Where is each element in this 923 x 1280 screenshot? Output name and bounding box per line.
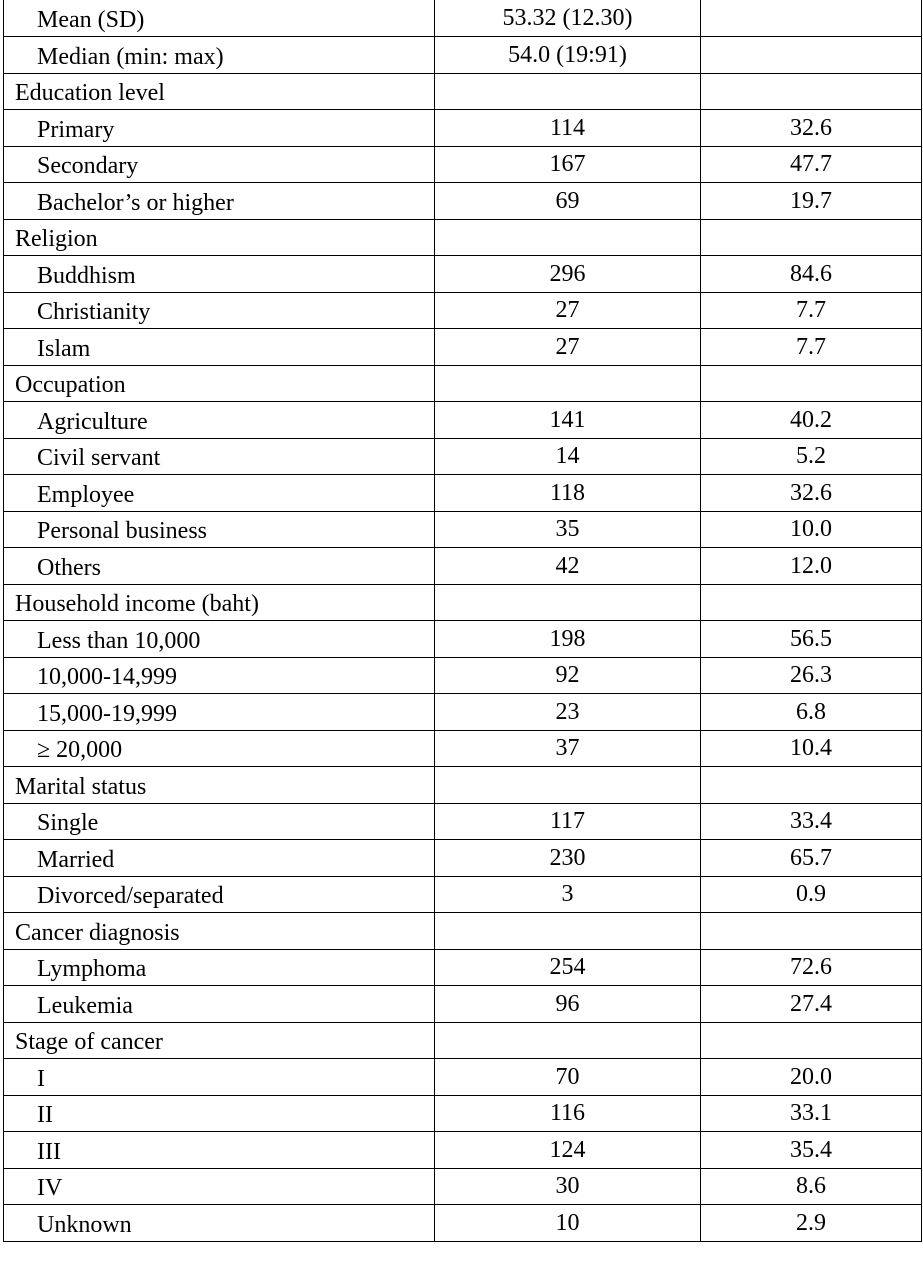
percent-cell: 5.2 xyxy=(701,438,922,475)
table-row xyxy=(4,803,922,840)
table-row xyxy=(4,876,922,913)
row-label: Divorced/separated xyxy=(4,876,435,913)
count-cell: 3 xyxy=(435,876,701,913)
row-label: Lymphoma xyxy=(4,949,435,986)
table-row xyxy=(4,1168,922,1205)
row-label: I xyxy=(4,1059,435,1096)
percent-cell xyxy=(701,0,922,37)
count-cell xyxy=(435,767,701,804)
row-label: Secondary xyxy=(4,146,435,183)
row-label: Married xyxy=(4,840,435,877)
row-label: Agriculture xyxy=(4,402,435,439)
count-cell: 42 xyxy=(435,548,701,585)
row-label: IV xyxy=(4,1168,435,1205)
percent-cell: 84.6 xyxy=(701,256,922,293)
count-cell xyxy=(435,584,701,621)
count-cell: 114 xyxy=(435,110,701,147)
percent-cell: 8.6 xyxy=(701,1168,922,1205)
row-label: Leukemia xyxy=(4,986,435,1023)
percent-cell: 32.6 xyxy=(701,475,922,512)
count-cell: 118 xyxy=(435,475,701,512)
percent-cell: 32.6 xyxy=(701,110,922,147)
percent-cell xyxy=(701,219,922,256)
table-row xyxy=(4,110,922,147)
row-label: ≥ 20,000 xyxy=(4,730,435,767)
count-cell: 14 xyxy=(435,438,701,475)
percent-cell xyxy=(701,584,922,621)
count-cell: 296 xyxy=(435,256,701,293)
percent-cell xyxy=(701,73,922,110)
count-cell: 37 xyxy=(435,730,701,767)
percent-cell xyxy=(701,1022,922,1059)
percent-cell: 56.5 xyxy=(701,621,922,658)
count-cell: 70 xyxy=(435,1059,701,1096)
table-row xyxy=(4,475,922,512)
count-cell: 10 xyxy=(435,1205,701,1242)
row-label: Islam xyxy=(4,329,435,366)
count-cell: 35 xyxy=(435,511,701,548)
count-cell xyxy=(435,1022,701,1059)
row-label: Employee xyxy=(4,475,435,512)
table-row xyxy=(4,1205,922,1242)
count-cell xyxy=(435,913,701,950)
table-row xyxy=(4,146,922,183)
row-label: Others xyxy=(4,548,435,585)
table-row xyxy=(4,986,922,1023)
count-cell: 27 xyxy=(435,329,701,366)
count-cell: 96 xyxy=(435,986,701,1023)
percent-cell: 33.1 xyxy=(701,1095,922,1132)
table-row xyxy=(4,1132,922,1169)
row-label: Buddhism xyxy=(4,256,435,293)
table-row xyxy=(4,256,922,293)
percent-cell: 20.0 xyxy=(701,1059,922,1096)
table-row xyxy=(4,37,922,74)
row-label: Less than 10,000 xyxy=(4,621,435,658)
table-row xyxy=(4,438,922,475)
row-label: Primary xyxy=(4,110,435,147)
table-row xyxy=(4,840,922,877)
table-row xyxy=(4,1095,922,1132)
count-cell: 92 xyxy=(435,657,701,694)
table-row xyxy=(4,548,922,585)
percent-cell: 47.7 xyxy=(701,146,922,183)
category-label: Marital status xyxy=(4,767,435,804)
table-row xyxy=(4,621,922,658)
count-cell: 30 xyxy=(435,1168,701,1205)
category-row xyxy=(4,73,922,110)
row-label: 10,000-14,999 xyxy=(4,657,435,694)
count-cell: 54.0 (19:91) xyxy=(435,37,701,74)
category-row xyxy=(4,219,922,256)
table-row xyxy=(4,511,922,548)
table-row xyxy=(4,949,922,986)
percent-cell xyxy=(701,37,922,74)
count-cell: 198 xyxy=(435,621,701,658)
count-cell: 116 xyxy=(435,1095,701,1132)
count-cell: 254 xyxy=(435,949,701,986)
percent-cell: 0.9 xyxy=(701,876,922,913)
count-cell: 53.32 (12.30) xyxy=(435,0,701,37)
count-cell: 124 xyxy=(435,1132,701,1169)
count-cell: 23 xyxy=(435,694,701,731)
table-row xyxy=(4,730,922,767)
percent-cell: 33.4 xyxy=(701,803,922,840)
percent-cell: 12.0 xyxy=(701,548,922,585)
row-label: II xyxy=(4,1095,435,1132)
count-cell xyxy=(435,365,701,402)
category-label: Cancer diagnosis xyxy=(4,913,435,950)
table-row xyxy=(4,1059,922,1096)
table-row xyxy=(4,657,922,694)
table-row xyxy=(4,183,922,220)
category-label: Occupation xyxy=(4,365,435,402)
percent-cell: 26.3 xyxy=(701,657,922,694)
category-label: Stage of cancer xyxy=(4,1022,435,1059)
table-row xyxy=(4,402,922,439)
table-body xyxy=(4,0,922,1241)
count-cell xyxy=(435,73,701,110)
percent-cell: 6.8 xyxy=(701,694,922,731)
table-row xyxy=(4,329,922,366)
category-row xyxy=(4,1022,922,1059)
table-row xyxy=(4,694,922,731)
percent-cell: 10.4 xyxy=(701,730,922,767)
row-label: Unknown xyxy=(4,1205,435,1242)
count-cell xyxy=(435,219,701,256)
category-row xyxy=(4,767,922,804)
count-cell: 69 xyxy=(435,183,701,220)
row-label: 15,000-19,999 xyxy=(4,694,435,731)
count-cell: 230 xyxy=(435,840,701,877)
count-cell: 27 xyxy=(435,292,701,329)
row-label: Median (min: max) xyxy=(4,37,435,74)
percent-cell: 2.9 xyxy=(701,1205,922,1242)
row-label: Single xyxy=(4,803,435,840)
percent-cell: 27.4 xyxy=(701,986,922,1023)
percent-cell xyxy=(701,365,922,402)
row-label: Civil servant xyxy=(4,438,435,475)
percent-cell: 35.4 xyxy=(701,1132,922,1169)
row-label: Bachelor’s or higher xyxy=(4,183,435,220)
category-row xyxy=(4,584,922,621)
category-label: Education level xyxy=(4,73,435,110)
table-row xyxy=(4,0,922,37)
count-cell: 117 xyxy=(435,803,701,840)
table-row xyxy=(4,292,922,329)
category-row xyxy=(4,365,922,402)
percent-cell: 72.6 xyxy=(701,949,922,986)
count-cell: 141 xyxy=(435,402,701,439)
percent-cell xyxy=(701,913,922,950)
percent-cell: 7.7 xyxy=(701,292,922,329)
category-label: Religion xyxy=(4,219,435,256)
percent-cell: 10.0 xyxy=(701,511,922,548)
category-label: Household income (baht) xyxy=(4,584,435,621)
row-label: III xyxy=(4,1132,435,1169)
percent-cell: 40.2 xyxy=(701,402,922,439)
percent-cell: 65.7 xyxy=(701,840,922,877)
row-label: Christianity xyxy=(4,292,435,329)
characteristics-table xyxy=(3,0,922,1242)
percent-cell: 7.7 xyxy=(701,329,922,366)
count-cell: 167 xyxy=(435,146,701,183)
percent-cell: 19.7 xyxy=(701,183,922,220)
row-label: Personal business xyxy=(4,511,435,548)
row-label: Mean (SD) xyxy=(4,0,435,37)
percent-cell xyxy=(701,767,922,804)
category-row xyxy=(4,913,922,950)
